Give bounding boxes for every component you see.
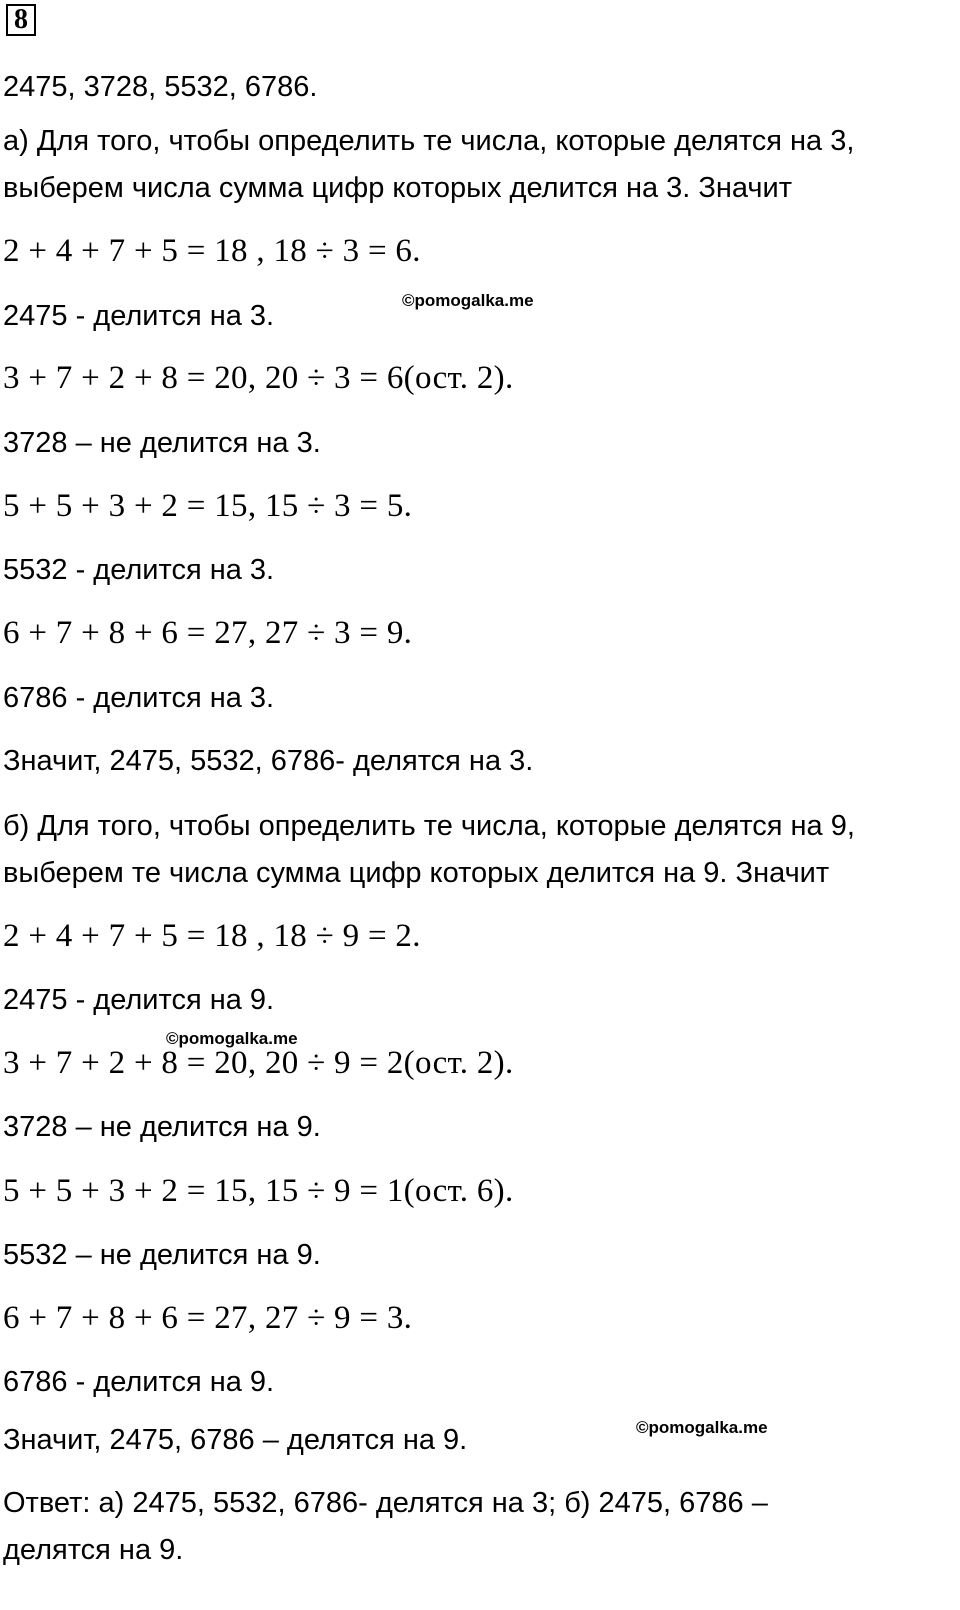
watermark-2: ©pomogalka.me bbox=[166, 1029, 298, 1048]
task-number-badge bbox=[6, 4, 36, 36]
part-b-intro-line-2: выберем те числа сумма цифр которых делится на 9. Значит bbox=[3, 857, 830, 889]
watermark-3: ©pomogalka.me bbox=[636, 1418, 768, 1437]
watermark-1: ©pomogalka.me bbox=[402, 291, 534, 310]
part-a-intro-1: Для того, чтобы определить те числа, которые делятся на 3, bbox=[28, 125, 855, 157]
part-a-intro-line-2: выберем числа сумма цифр которых делится на 3. Значит bbox=[3, 172, 793, 204]
part-b-intro-line-1 bbox=[3, 806, 855, 846]
part-a-intro-line-1 bbox=[3, 121, 854, 161]
part-a-equation-3: 5 + 5 + 3 + 2 = 15, 15 ÷ 3 = 5. bbox=[3, 488, 413, 524]
part-b-intro-1: Для того, чтобы определить те числа, которые делятся на 9, bbox=[29, 810, 855, 842]
part-a-result-3: 5532 - делится на 3. bbox=[3, 554, 275, 586]
part-b-result-2: 3728 – не делится на 9. bbox=[3, 1111, 321, 1143]
part-a-equation-1: 2 + 4 + 7 + 5 = 18 , 18 ÷ 3 = 6. bbox=[3, 233, 421, 269]
answer-text-1: а) 2475, 5532, 6786- делятся на 3; б) 2475, 6786 – bbox=[90, 1487, 768, 1519]
part-b-conclusion: Значит, 2475, 6786 – делятся на 9. bbox=[3, 1424, 468, 1456]
part-a-equation-2: 3 + 7 + 2 + 8 = 20, 20 ÷ 3 = 6(ост. 2). bbox=[3, 360, 514, 396]
part-a-result-2: 3728 – не делится на 3. bbox=[3, 427, 321, 459]
part-a-result-4: 6786 - делится на 3. bbox=[3, 682, 275, 714]
numbers-line: 2475, 3728, 5532, 6786. bbox=[3, 71, 318, 103]
part-b-label: б) bbox=[3, 810, 30, 842]
part-b-result-1: 2475 - делится на 9. bbox=[3, 984, 275, 1016]
part-b-equation-1: 2 + 4 + 7 + 5 = 18 , 18 ÷ 9 = 2. bbox=[3, 918, 421, 954]
answer-line-1 bbox=[3, 1483, 768, 1523]
part-b-equation-3: 5 + 5 + 3 + 2 = 15, 15 ÷ 9 = 1(ост. 6). bbox=[3, 1173, 514, 1209]
part-a-result-1: 2475 - делится на 3. bbox=[3, 300, 275, 332]
task-number: 8 bbox=[14, 4, 28, 35]
part-a-conclusion: Значит, 2475, 5532, 6786- делятся на 3. bbox=[3, 745, 534, 777]
part-b-equation-4: 6 + 7 + 8 + 6 = 27, 27 ÷ 9 = 3. bbox=[3, 1300, 413, 1336]
part-b-equation-2: 3 + 7 + 2 + 8 = 20, 20 ÷ 9 = 2(ост. 2). bbox=[3, 1045, 514, 1081]
part-b-result-3: 5532 – не делится на 9. bbox=[3, 1239, 321, 1271]
part-a-equation-4: 6 + 7 + 8 + 6 = 27, 27 ÷ 3 = 9. bbox=[3, 615, 413, 651]
part-b-result-4: 6786 - делится на 9. bbox=[3, 1366, 275, 1398]
part-a-label: а) bbox=[3, 125, 29, 157]
answer-line-2: делятся на 9. bbox=[3, 1534, 184, 1566]
answer-label: Ответ: bbox=[3, 1487, 91, 1519]
